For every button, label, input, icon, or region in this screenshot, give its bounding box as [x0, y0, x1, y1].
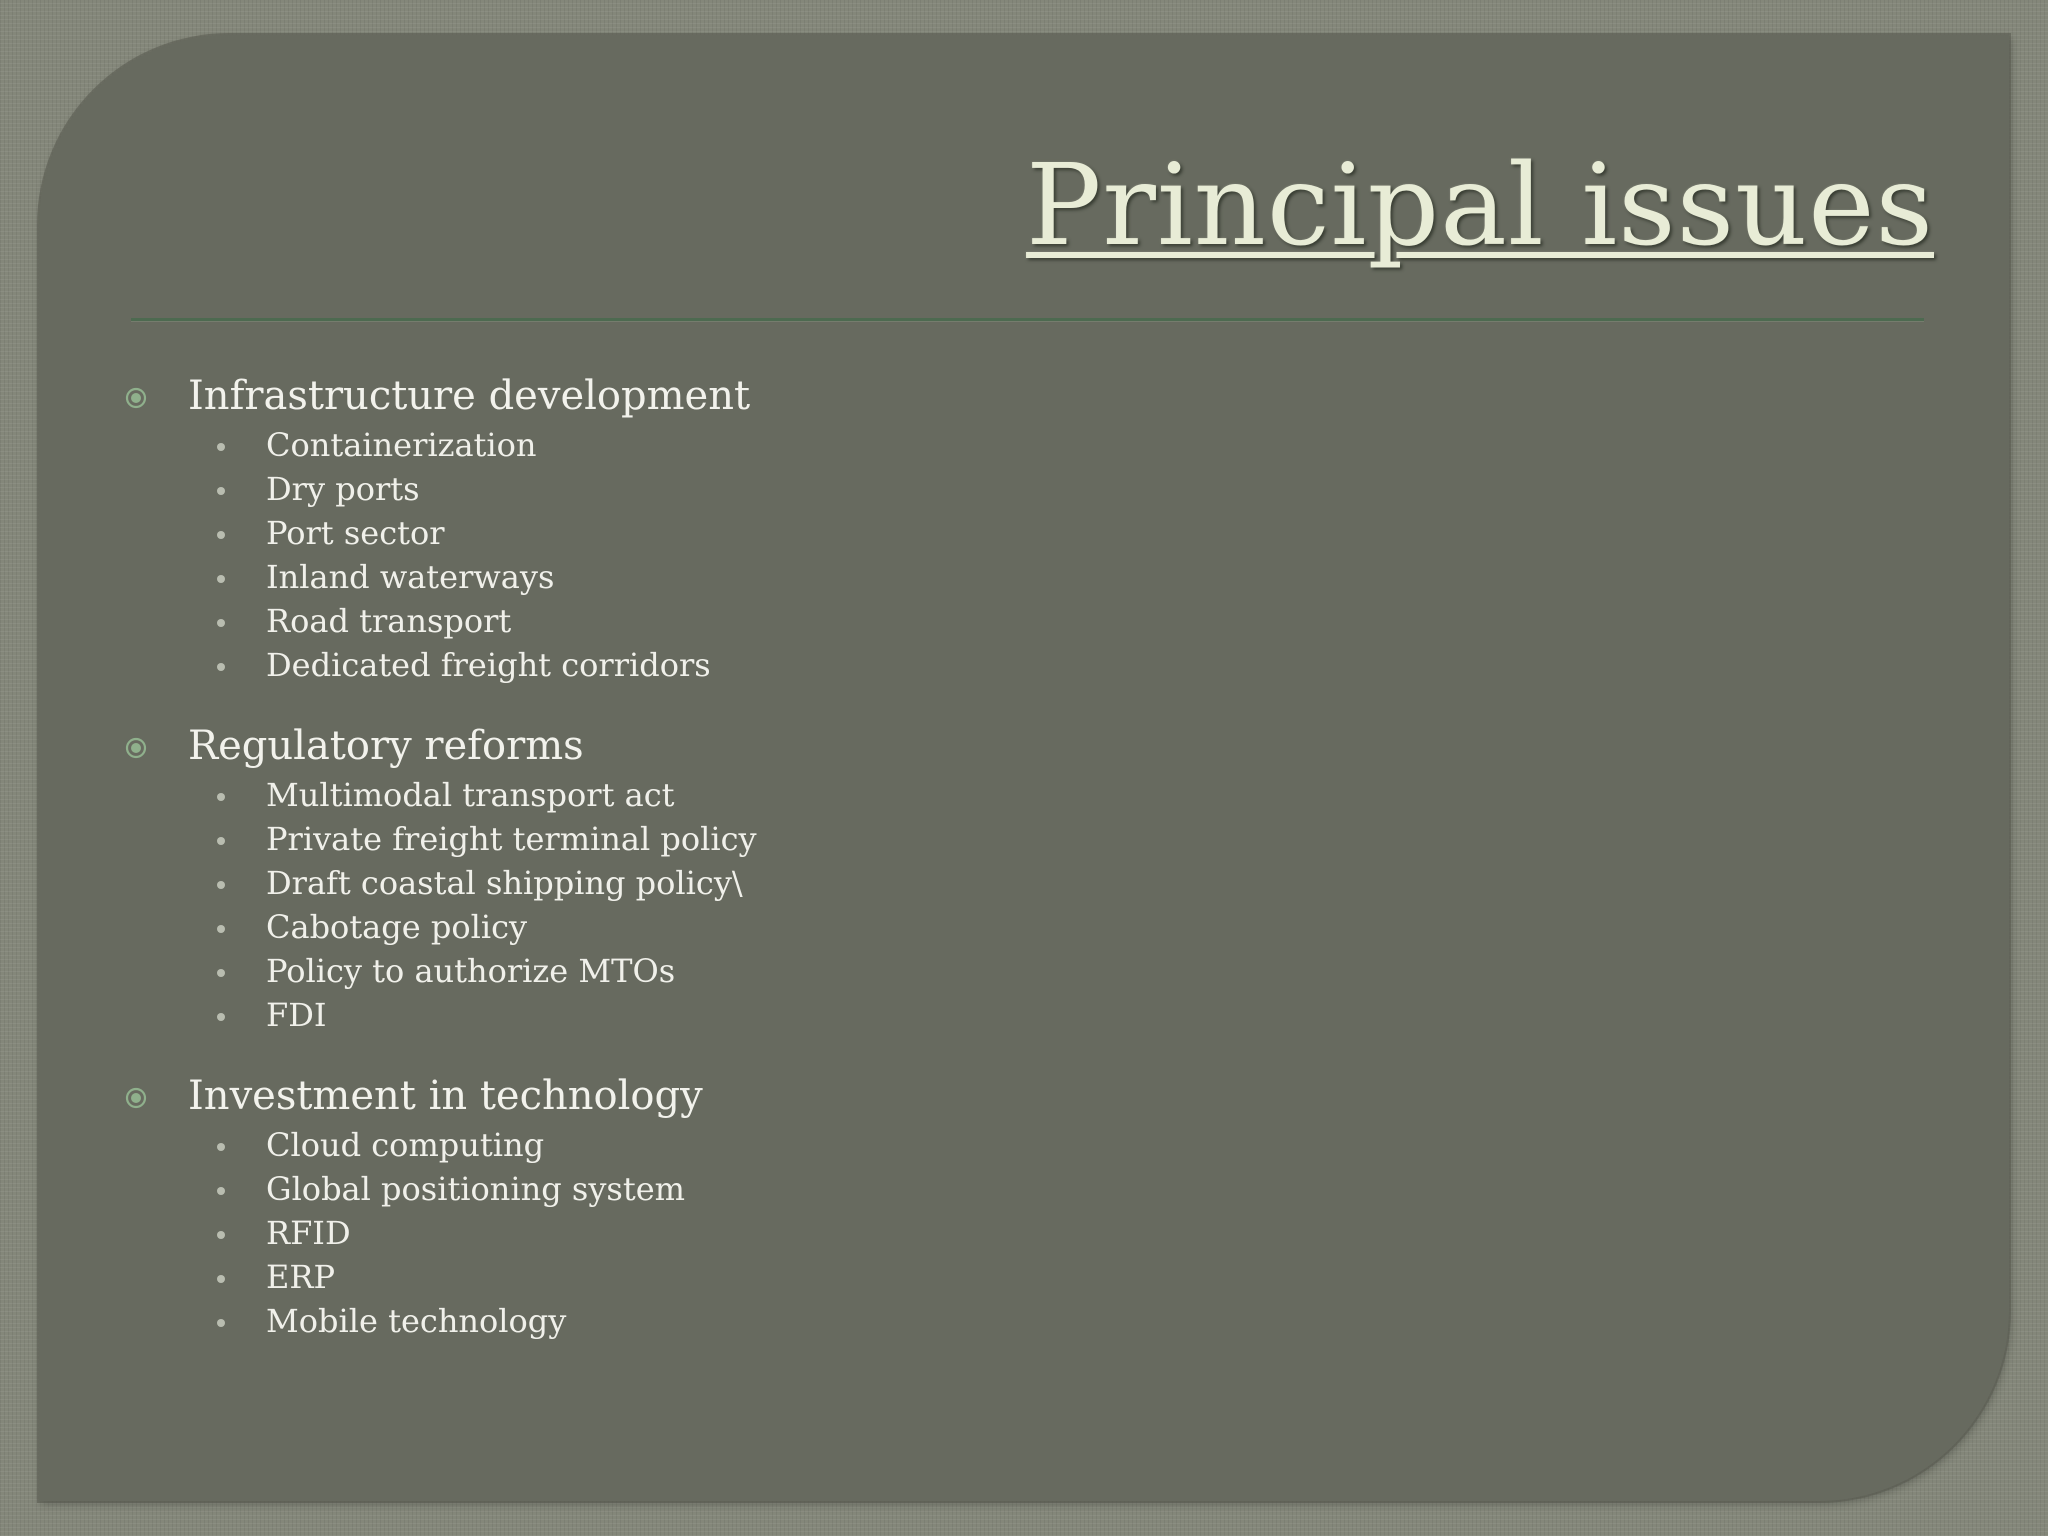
list-item: Mobile technology	[266, 1302, 567, 1340]
bullet-dot-icon	[217, 793, 225, 801]
bullet-dot-icon	[217, 575, 225, 583]
list-item: Dry ports	[266, 470, 420, 508]
circle-bullet-icon	[124, 736, 148, 760]
title-divider	[131, 318, 1924, 321]
bullet-dot-icon	[217, 1187, 225, 1195]
list-item: Multimodal transport act	[266, 776, 675, 814]
bullet-dot-icon	[217, 837, 225, 845]
bullet-dot-icon	[217, 969, 225, 977]
list-item: Containerization	[266, 426, 537, 464]
bullet-dot-icon	[217, 443, 225, 451]
section-heading-regulatory: Regulatory reforms	[188, 723, 584, 769]
list-item: RFID	[266, 1214, 351, 1252]
bullet-dot-icon	[217, 1013, 225, 1021]
bullet-dot-icon	[217, 1231, 225, 1239]
section-heading-technology: Investment in technology	[188, 1073, 703, 1119]
bullet-dot-icon	[217, 1275, 225, 1283]
bullet-dot-icon	[217, 881, 225, 889]
bullet-dot-icon	[217, 531, 225, 539]
list-item: Inland waterways	[266, 558, 555, 596]
bullet-dot-icon	[217, 1143, 225, 1151]
bullet-dot-icon	[217, 487, 225, 495]
list-item: Global positioning system	[266, 1170, 685, 1208]
bullet-dot-icon	[217, 663, 225, 671]
list-item: Cabotage policy	[266, 908, 528, 946]
list-item: FDI	[266, 996, 327, 1034]
bullet-dot-icon	[217, 619, 225, 627]
section-heading-infrastructure: Infrastructure development	[188, 373, 751, 419]
list-item: Policy to authorize MTOs	[266, 952, 676, 990]
list-item: ERP	[266, 1258, 335, 1296]
list-item: Dedicated freight corridors	[266, 646, 711, 684]
list-item: Draft coastal shipping policy\	[266, 864, 743, 902]
circle-bullet-icon	[124, 1086, 148, 1110]
list-item: Cloud computing	[266, 1126, 545, 1164]
circle-bullet-icon	[124, 386, 148, 410]
bullet-dot-icon	[217, 1319, 225, 1327]
list-item: Road transport	[266, 602, 512, 640]
bullet-dot-icon	[217, 925, 225, 933]
slide-title: Principal issues	[1026, 141, 1934, 271]
list-item: Port sector	[266, 514, 445, 552]
list-item: Private freight terminal policy	[266, 820, 757, 858]
